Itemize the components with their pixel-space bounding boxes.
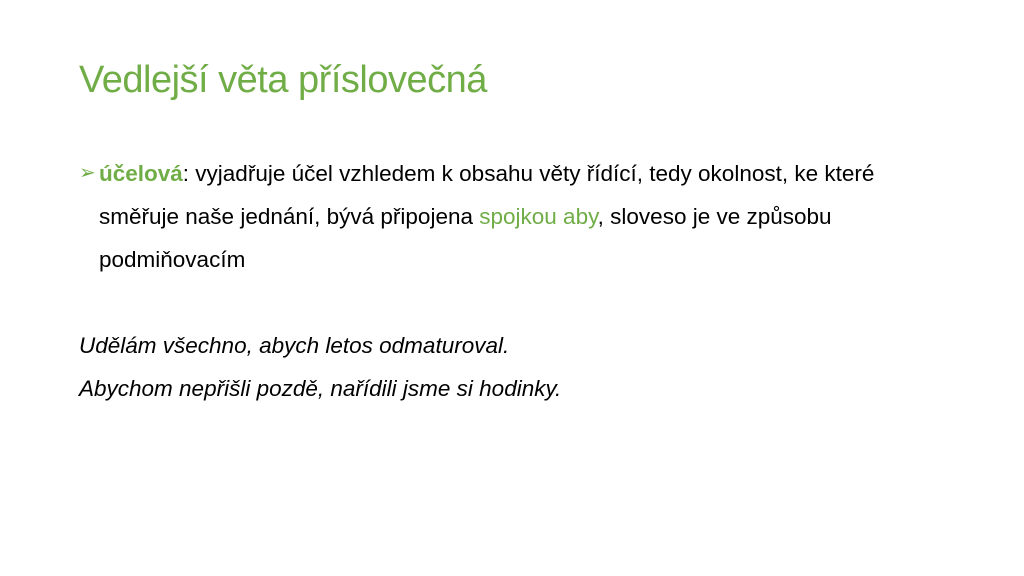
bullet-highlight: spojkou aby (479, 204, 598, 229)
slide-content (79, 152, 959, 410)
bullet-item (79, 152, 959, 281)
bullet-text-before: : vyjadřuje účel vzhledem k obsahu věty řídící, tedy okolnost, ke které směřuje naše jednání, bývá připojena (99, 161, 875, 229)
spacer (79, 281, 959, 324)
bullet-text-after: , sloveso je ve způsobu podmiňovacím (99, 204, 832, 272)
arrowhead-bullet-icon: ➢ (79, 162, 96, 184)
example-sentence-1: Udělám všechno, abych letos odmaturoval. (79, 333, 510, 358)
bullet-term: účelová (99, 161, 183, 186)
example-sentence-2: Abychom nepřišli pozdě, nařídili jsme si hodinky. (79, 376, 562, 401)
slide-title: Vedlejší věta příslovečná (79, 59, 487, 101)
